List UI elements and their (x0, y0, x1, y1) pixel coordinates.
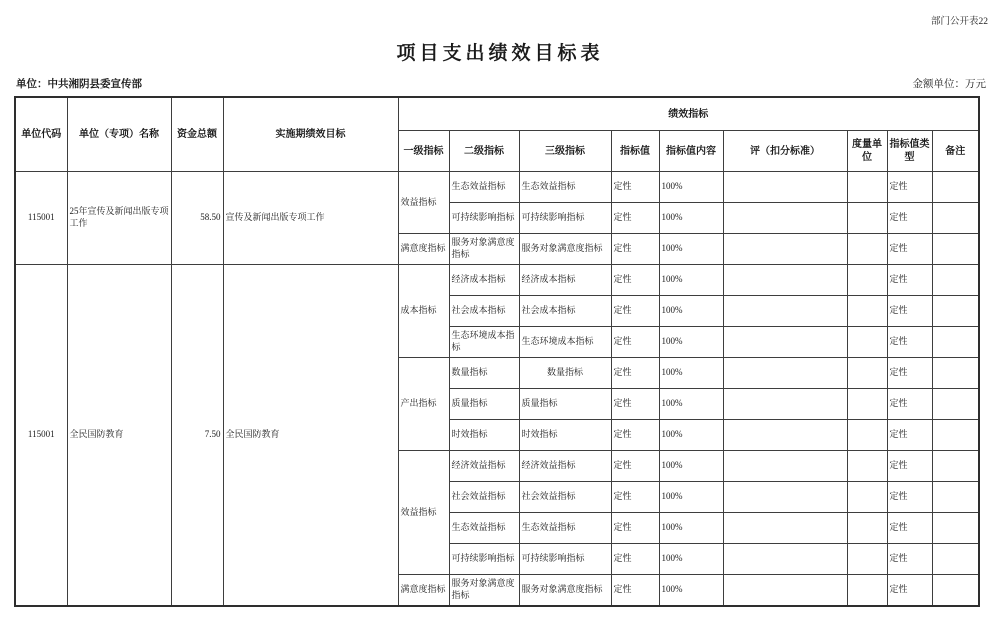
level1-indicator: 成本指标 (398, 265, 449, 358)
eval-deduction-standard (723, 234, 847, 265)
level2-indicator: 经济成本指标 (449, 265, 519, 296)
level2-indicator: 社会成本指标 (449, 296, 519, 327)
note (932, 544, 979, 575)
level3-indicator: 生态环境成本指标 (519, 327, 611, 358)
indicator-value: 定性 (611, 482, 659, 513)
level2-indicator: 生态环境成本指标 (449, 327, 519, 358)
header-level3: 三级指标 (519, 131, 611, 172)
header-eval-standard: 评（扣分标准） (723, 131, 847, 172)
indicator-value-type: 定性 (887, 358, 932, 389)
page-title: 项目支出绩效目标表 (396, 43, 604, 64)
indicator-value-type: 定性 (887, 296, 932, 327)
project-name: 25年宣传及新闻出版专项工作 (67, 172, 171, 265)
measure-unit (847, 265, 887, 296)
level3-indicator: 可持续影响指标 (519, 203, 611, 234)
indicator-value: 定性 (611, 358, 659, 389)
eval-deduction-standard (723, 389, 847, 420)
indicator-value-content: 100% (659, 451, 723, 482)
eval-deduction-standard (723, 296, 847, 327)
doc-sheet-number: 部门公开表22 (930, 17, 988, 27)
indicator-value: 定性 (611, 451, 659, 482)
eval-deduction-standard (723, 265, 847, 296)
note (932, 172, 979, 203)
level1-indicator: 产出指标 (398, 358, 449, 451)
indicator-value-content: 100% (659, 265, 723, 296)
unit-label: 单位：中共湘阴县委宣传部 (16, 79, 142, 90)
level1-indicator: 效益指标 (398, 451, 449, 575)
header-level2: 二级指标 (449, 131, 519, 172)
level1-indicator: 满意度指标 (398, 234, 449, 265)
level3-indicator: 可持续影响指标 (519, 544, 611, 575)
level3-indicator: 社会成本指标 (519, 296, 611, 327)
level3-indicator: 数量指标 (519, 358, 611, 389)
indicator-value-content: 100% (659, 296, 723, 327)
level1-indicator: 效益指标 (398, 172, 449, 234)
eval-deduction-standard (723, 358, 847, 389)
measure-unit (847, 575, 887, 607)
level2-indicator: 可持续影响指标 (449, 203, 519, 234)
indicator-value-type: 定性 (887, 327, 932, 358)
eval-deduction-standard (723, 203, 847, 234)
indicator-value: 定性 (611, 265, 659, 296)
indicator-value-type: 定性 (887, 482, 932, 513)
performance-target-table (14, 96, 980, 607)
header-perf-group: 绩效指标 (398, 97, 979, 131)
meta-row (16, 76, 986, 91)
note (932, 451, 979, 482)
note (932, 296, 979, 327)
header-note: 备注 (932, 131, 979, 172)
indicator-value: 定性 (611, 172, 659, 203)
eval-deduction-standard (723, 513, 847, 544)
indicator-value-content: 100% (659, 575, 723, 607)
indicator-value-type: 定性 (887, 575, 932, 607)
indicator-value-type: 定性 (887, 544, 932, 575)
level3-indicator: 经济效益指标 (519, 451, 611, 482)
indicator-value-type: 定性 (887, 234, 932, 265)
indicator-value-content: 100% (659, 327, 723, 358)
indicator-value-type: 定性 (887, 513, 932, 544)
eval-deduction-standard (723, 482, 847, 513)
measure-unit (847, 203, 887, 234)
note (932, 234, 979, 265)
header-unit-code: 单位代码 (15, 97, 67, 172)
level2-indicator: 社会效益指标 (449, 482, 519, 513)
header-indicator-value: 指标值 (611, 131, 659, 172)
table-row (15, 172, 979, 203)
project-impl-target: 宣传及新闻出版专项工作 (223, 172, 398, 265)
eval-deduction-standard (723, 451, 847, 482)
level3-indicator: 社会效益指标 (519, 482, 611, 513)
project-funds: 7.50 (171, 265, 223, 607)
indicator-value: 定性 (611, 575, 659, 607)
level3-indicator: 生态效益指标 (519, 513, 611, 544)
measure-unit (847, 420, 887, 451)
table-body (15, 172, 979, 607)
note (932, 513, 979, 544)
indicator-value-type: 定性 (887, 265, 932, 296)
measure-unit (847, 482, 887, 513)
project-name: 全民国防教育 (67, 265, 171, 607)
level3-indicator: 生态效益指标 (519, 172, 611, 203)
level2-indicator: 时效指标 (449, 420, 519, 451)
measure-unit (847, 513, 887, 544)
indicator-value-type: 定性 (887, 451, 932, 482)
indicator-value-content: 100% (659, 482, 723, 513)
indicator-value-content: 100% (659, 203, 723, 234)
measure-unit (847, 234, 887, 265)
table-header (15, 97, 979, 172)
measure-unit (847, 451, 887, 482)
note (932, 203, 979, 234)
header-unit-name: 单位（专项）名称 (67, 97, 171, 172)
header-impl-target: 实施期绩效目标 (223, 97, 398, 172)
indicator-value-type: 定性 (887, 389, 932, 420)
level2-indicator: 经济效益指标 (449, 451, 519, 482)
indicator-value: 定性 (611, 234, 659, 265)
eval-deduction-standard (723, 172, 847, 203)
level2-indicator: 服务对象满意度指标 (449, 575, 519, 607)
level2-indicator: 服务对象满意度指标 (449, 234, 519, 265)
header-level1: 一级指标 (398, 131, 449, 172)
project-code: 115001 (15, 172, 67, 265)
indicator-value-content: 100% (659, 234, 723, 265)
project-code: 115001 (15, 265, 67, 607)
indicator-value: 定性 (611, 513, 659, 544)
level2-indicator: 生态效益指标 (449, 513, 519, 544)
note (932, 358, 979, 389)
project-impl-target: 全民国防教育 (223, 265, 398, 607)
table-row (15, 265, 979, 296)
indicator-value: 定性 (611, 327, 659, 358)
measure-unit (847, 327, 887, 358)
indicator-value: 定性 (611, 203, 659, 234)
note (932, 420, 979, 451)
measure-unit (847, 389, 887, 420)
indicator-value: 定性 (611, 389, 659, 420)
level2-indicator: 可持续影响指标 (449, 544, 519, 575)
measure-unit (847, 544, 887, 575)
project-funds: 58.50 (171, 172, 223, 265)
note (932, 575, 979, 607)
measure-unit (847, 172, 887, 203)
level3-indicator: 服务对象满意度指标 (519, 575, 611, 607)
header-value-type: 指标值类型 (887, 131, 932, 172)
level3-indicator: 质量指标 (519, 389, 611, 420)
eval-deduction-standard (723, 420, 847, 451)
indicator-value: 定性 (611, 296, 659, 327)
note (932, 265, 979, 296)
indicator-value: 定性 (611, 544, 659, 575)
measure-unit (847, 296, 887, 327)
level3-indicator: 时效指标 (519, 420, 611, 451)
indicator-value-type: 定性 (887, 420, 932, 451)
indicator-value-content: 100% (659, 513, 723, 544)
header-value-content: 指标值内容 (659, 131, 723, 172)
indicator-value-content: 100% (659, 358, 723, 389)
measure-unit (847, 358, 887, 389)
level2-indicator: 质量指标 (449, 389, 519, 420)
level3-indicator: 服务对象满意度指标 (519, 234, 611, 265)
indicator-value-type: 定性 (887, 172, 932, 203)
indicator-value: 定性 (611, 420, 659, 451)
indicator-value-content: 100% (659, 172, 723, 203)
header-total-funds: 资金总额 (171, 97, 223, 172)
header-measure-unit: 度量单位 (847, 131, 887, 172)
level3-indicator: 经济成本指标 (519, 265, 611, 296)
eval-deduction-standard (723, 575, 847, 607)
indicator-value-type: 定性 (887, 203, 932, 234)
note (932, 389, 979, 420)
indicator-value-content: 100% (659, 544, 723, 575)
level1-indicator: 满意度指标 (398, 575, 449, 607)
note (932, 327, 979, 358)
indicator-value-content: 100% (659, 420, 723, 451)
amount-unit-label: 金额单位：万元 (912, 79, 986, 90)
indicator-value-content: 100% (659, 389, 723, 420)
level2-indicator: 数量指标 (449, 358, 519, 389)
note (932, 482, 979, 513)
level2-indicator: 生态效益指标 (449, 172, 519, 203)
eval-deduction-standard (723, 327, 847, 358)
eval-deduction-standard (723, 544, 847, 575)
